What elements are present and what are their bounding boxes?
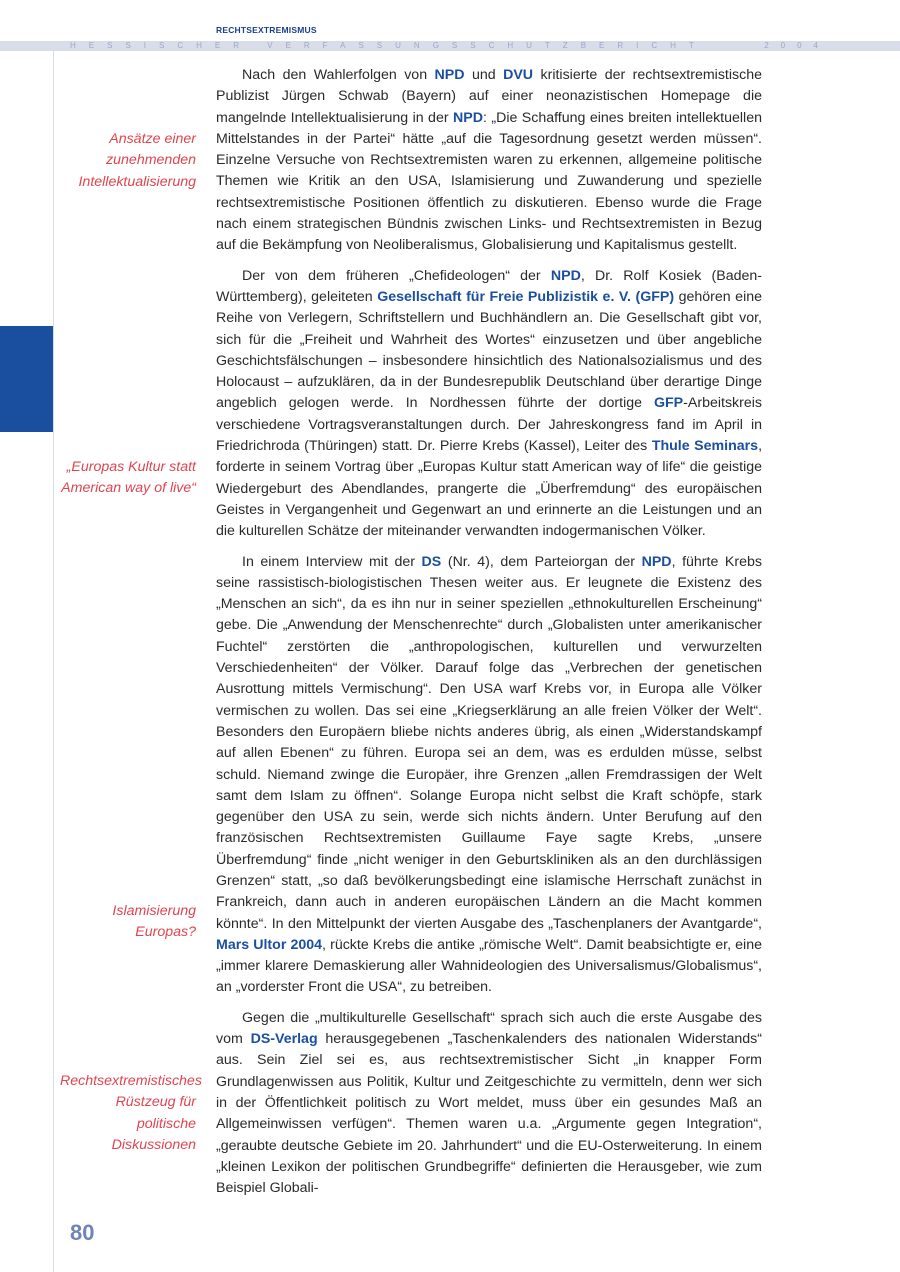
text-run: : „Die Schaffung eines breiten intellektuellen Mittelstandes in der Partei“ hätte „auf die Tagesordnung gesetzt werden müssen“. Einzelne Versuche von Rechtsextremisten waren zu erkennen, allgemeine politische Themen wie Kritik an den USA, Islamisierung und Zuwanderung und spezielle rechtsextremistische Positionen öffentlich zu diskutieren. Ebenso wurde die Frage nach einem strategischen Bündnis zwischen Links- und Rechtsextremisten in Bezug auf die Bekämpfung von Neoliberalismus, Globalisierung und Kapitalismus gestellt. bbox=[216, 109, 762, 254]
paragraph bbox=[216, 65, 762, 257]
report-title-text: HESSISCHER VERFASSUNGSSCHUTZBERICHT bbox=[70, 41, 707, 50]
highlight-term: GFP bbox=[653, 395, 684, 412]
chapter-tab bbox=[0, 326, 53, 432]
section-title: RECHTSEXTREMISMUS bbox=[216, 25, 317, 35]
highlight-term: DVU bbox=[503, 67, 534, 83]
text-run: und bbox=[464, 67, 504, 83]
paragraph bbox=[216, 266, 762, 543]
text-run: , rückte Krebs die antike „römische Welt“. Damit beabsichtigte er, eine „immer klarere Demaskierung aller Wahnideologien des Universalismus/Globalismus“, an „vorderster Front die USA“, zu betreiben. bbox=[216, 936, 762, 996]
text-run: herausgegebenen „Taschenkalenders des nationalen Widerstands“ aus. Sein Ziel sei es, aus rechtsextremistischer Sicht „in knapper Form Grundlagenwissen aus Politik, Kultur und Zeitgeschichte zu vermitteln, denn wer sich in der Öffentlichkeit politisch zu Wort meldet, muss über ein gesundes Maß an Allgemeinwissen verfügen“. Themen waren u.a. „Argumente gegen Integration“, „geraubte deutsche Gebiete im 20. Jahrhundert“ und die EU-Osterweiterung. In einem „kleinen Lexikon der politischen Grundbegriffe“ definierten die Herausgeber, wie zum Beispiel Globali- bbox=[216, 1031, 762, 1197]
highlight-term: NPD bbox=[550, 267, 581, 284]
text-run: kritisierte der rechtsextremistische Publizist Jürgen Schwab (Bayern) auf einer neonazistischen Homepage die mangelnde Intellektualisierung in der bbox=[216, 67, 762, 126]
highlight-term: Thule Seminars bbox=[651, 438, 759, 455]
paragraph bbox=[216, 552, 762, 999]
report-year: 2004 bbox=[764, 41, 830, 50]
text-run: gehören eine Reihe von Verlegern, Schriftstellern und Buchhändlern an. Die Gesellschaft gibt vor, sich für die „Freiheit und Wahrheit des Wortes“ einzusetzen und über angebliche Geschichtsfälschungen – insbesondere hinsichtlich des Nationalsozialismus und des Holocaust – aufzuklären, da in der Bundesrepublik Deutschland über derartige Dinge angeblich gelogen werde. In Nordhessen führte der dortige bbox=[216, 288, 762, 412]
highlight-term: NPD bbox=[453, 109, 483, 126]
margin-note-islamisierung: Islamisierung Europas? bbox=[112, 903, 196, 941]
text-run: In einem Interview mit der bbox=[242, 553, 422, 570]
text-run: , forderte in seinem Vortrag über „Europas Kultur statt American way of life“ die geistige Wiedergeburt des Abendlandes, prangerte die „Überfremdung“ des europäischen Geistes in Vergangenheit und Gegenwart an und erinnerte an die Leistungen und an die kulturellen Schätze der miteinander verwandten indogermanischen Völker. bbox=[216, 438, 763, 540]
paragraph bbox=[216, 1008, 762, 1200]
margin-divider bbox=[53, 51, 54, 1272]
text-run: , führte Krebs seine rassistisch-biologistischen Thesen weiter aus. Er leugnete die Existenz des „Menschen an sich“, da es ihn nur in seiner speziellen „ethnokulturellen Erscheinung“ gebe. Die „Anwendung der Menschenrechte“ durch „Globalisten unter amerikanischer Fuchtel“ zerstörten die „anthropologischen, kulturellen und verwurzelten Verschiedenheiten“ der Völker. Darauf folge das „Verbrechen der genetischen Ausrottung mittels Vermischung“. Den USA warf Krebs vor, in Europa alle Völker vermischen zu wollen. Das sei eine „Kriegserklärung an alle freien Völker der Welt“. Besonders den Europäern bliebe nichts anderes übrig, als einen „Widerstandskampf auf allen Ebenen“ zu führen. Europa sei an dem, was es erdulden müsse, selbst schuld. Niemand zwinge die Europäer, ihre Grenzen „allen Fremdrassigen der Welt samt dem Islam zu öffnen“. Solange Europa nicht selbst die Kraft schöpfe, stark gegenüber den USA zu sein, werde sich nichts ändern. Unter Berufung auf den französischen Rechtsextremisten Guillaume Faye sagte Krebs, „unsere Überfremdung“ finde „nicht weniger in den Geburtskliniken als an den durchlässigen Grenzen“ statt, „so daß bevölkerungsbedingt eine islamische Herrschaft zunächst in Frankreich, dann auch in anderen europäischen Ländern an die Macht kommen könnte“. In den Mittelpunkt der vierten Ausgabe des „Taschenplaners der Avantgarde“, bbox=[216, 553, 762, 932]
report-title bbox=[70, 41, 830, 51]
text-run: Gegen die „multikulturelle Gesellschaft“ sprach sich auch die erste Ausgabe des vom bbox=[216, 1009, 762, 1048]
text-run: (Nr. 4), dem Parteiorgan der bbox=[441, 553, 642, 570]
highlight-term: Gesellschaft für Freie Publizistik e. V. (GFP) bbox=[377, 288, 675, 305]
highlight-term: DS-Verlag bbox=[250, 1031, 318, 1048]
text-run: -Arbeitskreis verschiedene Vortragsveranstaltungen durch. Der Jahreskongress fand im April in Friedrichroda (Thüringen) statt. Dr. Pierre Krebs (Kassel), Leiter des bbox=[216, 395, 762, 455]
text-run: Nach den Wahlerfolgen von bbox=[242, 67, 435, 83]
text-run: , Dr. Rolf Kosiek (Baden-Württemberg), geleiteten bbox=[216, 267, 762, 305]
highlight-term: Mars Ultor 2004 bbox=[216, 936, 323, 953]
margin-note-intellektualisierung: Ansätze einer zunehmenden Intellektualisierung bbox=[78, 131, 196, 190]
highlight-term: NPD bbox=[641, 553, 672, 570]
body-text bbox=[216, 65, 762, 1208]
page-number: 80 bbox=[70, 1220, 95, 1245]
text-run: Der von dem früheren „Chefideologen“ der bbox=[242, 267, 551, 284]
highlight-term: NPD bbox=[434, 67, 465, 83]
margin-note-ruestzeug: Rechtsextremistisches Rüstzeug für politische Diskussionen bbox=[60, 1073, 202, 1153]
margin-note-europas-kultur: „Europas Kultur statt American way of live“ bbox=[61, 459, 196, 497]
highlight-term: DS bbox=[421, 553, 442, 570]
